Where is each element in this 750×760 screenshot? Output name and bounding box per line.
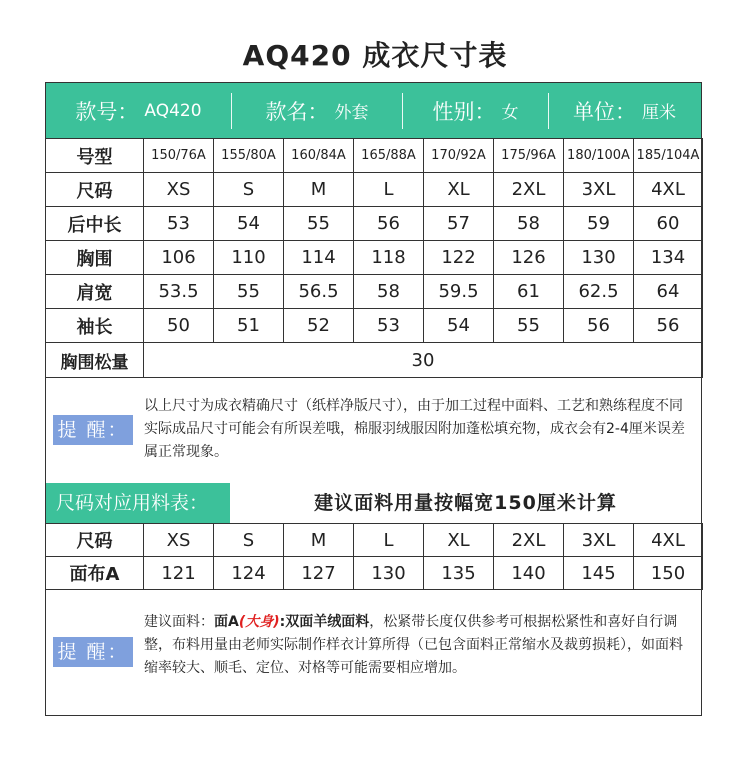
table-cell: 155/80A: [214, 139, 284, 173]
table-cell: 124: [214, 557, 284, 590]
fabric-highlight: (大身): [238, 614, 280, 630]
table-cell: 126: [494, 241, 564, 275]
table-cell: S: [214, 173, 284, 207]
table-cell: 52: [284, 309, 354, 343]
table-cell: 140: [494, 557, 564, 590]
reminder-tag: 提 醒：: [53, 415, 133, 445]
page-title: AQ420 成衣尺寸表: [242, 39, 508, 72]
table-cell: 56: [564, 309, 634, 343]
table-cell: 53: [354, 309, 424, 343]
table-cell: 56.5: [284, 275, 354, 309]
table-cell: 122: [424, 241, 494, 275]
table-row: [46, 557, 703, 590]
info-header-bar: [46, 83, 701, 138]
reminder-tag: 提 醒：: [53, 637, 133, 667]
gender: [403, 83, 548, 138]
style-name-value: 外套: [334, 103, 369, 123]
table-row: [46, 343, 703, 378]
unit-value: 厘米: [642, 103, 676, 123]
table-cell: 121: [144, 557, 214, 590]
table-cell: 58: [494, 207, 564, 241]
table-cell: 4XL: [634, 173, 703, 207]
table-cell: 150: [634, 557, 703, 590]
table-cell: 3XL: [564, 173, 634, 207]
table-cell: 110: [214, 241, 284, 275]
style-number-label: 款号：: [75, 99, 139, 124]
fabric-section-header: [46, 483, 701, 523]
gender-value: 女: [501, 103, 519, 123]
fabric-prefix: 建议面料：: [144, 614, 214, 630]
table-cell: 51: [214, 309, 284, 343]
table-cell: 2XL: [494, 524, 564, 557]
table-cell: XL: [424, 173, 494, 207]
table-cell: 59: [564, 207, 634, 241]
row-label: 号型: [46, 139, 144, 173]
table-cell: M: [284, 173, 354, 207]
table-cell: XL: [424, 524, 494, 557]
table-row: [46, 524, 703, 557]
table-cell: 3XL: [564, 524, 634, 557]
table-cell: 55: [214, 275, 284, 309]
header-divider: [548, 93, 549, 129]
table-row: [46, 173, 703, 207]
table-cell: 130: [564, 241, 634, 275]
table-cell: 127: [284, 557, 354, 590]
table-cell: 145: [564, 557, 634, 590]
reminder-text: 以上尺寸为成衣精确尺寸（纸样净版尺寸），由于加工过程中面料、工艺和熟练程度不同实际成品尺寸可能会有所误差哦，棉服羽绒服因附加蓬松填充物，成衣会有2-4厘米误差属正常现象。: [144, 398, 685, 460]
table-row: [46, 139, 703, 173]
fabric-section-subtitle: 建议面料用量按幅宽150厘米计算: [314, 492, 617, 514]
row-label: 袖长: [46, 309, 144, 343]
table-row: [46, 309, 703, 343]
table-cell: 55: [284, 207, 354, 241]
table-cell: 130: [354, 557, 424, 590]
table-cell: 56: [354, 207, 424, 241]
table-cell: 118: [354, 241, 424, 275]
style-number: [46, 83, 231, 138]
table-cell: 106: [144, 241, 214, 275]
table-cell: 57: [424, 207, 494, 241]
table-cell: 60: [634, 207, 703, 241]
fabric-note-body: ，松紧带长度仅供参考可根据松紧性和喜好自行调整，布料用量由老师实际制作样衣计算所得（已包含面料正常缩水及裁剪损耗），如面料缩率较大、顺毛、定位、对格等可能需要相应增加。: [144, 614, 683, 676]
table-cell: 64: [634, 275, 703, 309]
row-label: 后中长: [46, 207, 144, 241]
fabric-reminder-text: [144, 611, 694, 680]
table-cell: 54: [424, 309, 494, 343]
table-cell: L: [354, 524, 424, 557]
row-label: 胸围: [46, 241, 144, 275]
table-row: [46, 275, 703, 309]
table-cell: 54: [214, 207, 284, 241]
size-table: [45, 138, 703, 378]
fabric-name: 面A: [214, 614, 239, 630]
table-cell: 135: [424, 557, 494, 590]
table-cell: 53.5: [144, 275, 214, 309]
table-cell: 61: [494, 275, 564, 309]
table-cell: 53: [144, 207, 214, 241]
row-label: 肩宽: [46, 275, 144, 309]
ease-value: 30: [144, 343, 703, 378]
table-cell: 185/104A: [634, 139, 703, 173]
table-cell: 62.5: [564, 275, 634, 309]
table-cell: M: [284, 524, 354, 557]
table-cell: 56: [634, 309, 703, 343]
table-cell: 58: [354, 275, 424, 309]
fabric-section-title: 尺码对应用料表：: [46, 483, 230, 523]
table-cell: 114: [284, 241, 354, 275]
fabric-reminder-note: [46, 589, 701, 715]
table-cell: 175/96A: [494, 139, 564, 173]
style-name: [232, 83, 402, 138]
header-divider: [402, 93, 403, 129]
table-cell: 170/92A: [424, 139, 494, 173]
header-divider: [231, 93, 232, 129]
style-name-label: 款名：: [265, 99, 329, 124]
fabric-type: :双面羊绒面料: [279, 614, 370, 630]
table-cell: 150/76A: [144, 139, 214, 173]
table-cell: XS: [144, 524, 214, 557]
table-cell: 4XL: [634, 524, 703, 557]
table-cell: L: [354, 173, 424, 207]
row-label: 面布A: [46, 557, 144, 590]
table-cell: 2XL: [494, 173, 564, 207]
table-cell: 55: [494, 309, 564, 343]
table-cell: S: [214, 524, 284, 557]
table-cell: 165/88A: [354, 139, 424, 173]
table-cell: 160/84A: [284, 139, 354, 173]
reminder-note: [46, 377, 701, 483]
row-label: 尺码: [46, 173, 144, 207]
table-row: [46, 241, 703, 275]
row-label: 胸围松量: [46, 343, 144, 378]
unit-label: 单位：: [573, 99, 636, 124]
row-label: 尺码: [46, 524, 144, 557]
table-cell: 59.5: [424, 275, 494, 309]
table-cell: XS: [144, 173, 214, 207]
fabric-table: [45, 523, 703, 590]
table-cell: 134: [634, 241, 703, 275]
unit: [549, 83, 700, 138]
style-number-value: AQ420: [144, 100, 202, 121]
table-cell: 180/100A: [564, 139, 634, 173]
size-chart-frame: [45, 82, 702, 716]
gender-label: 性别：: [432, 99, 496, 124]
table-row: [46, 207, 703, 241]
table-cell: 50: [144, 309, 214, 343]
